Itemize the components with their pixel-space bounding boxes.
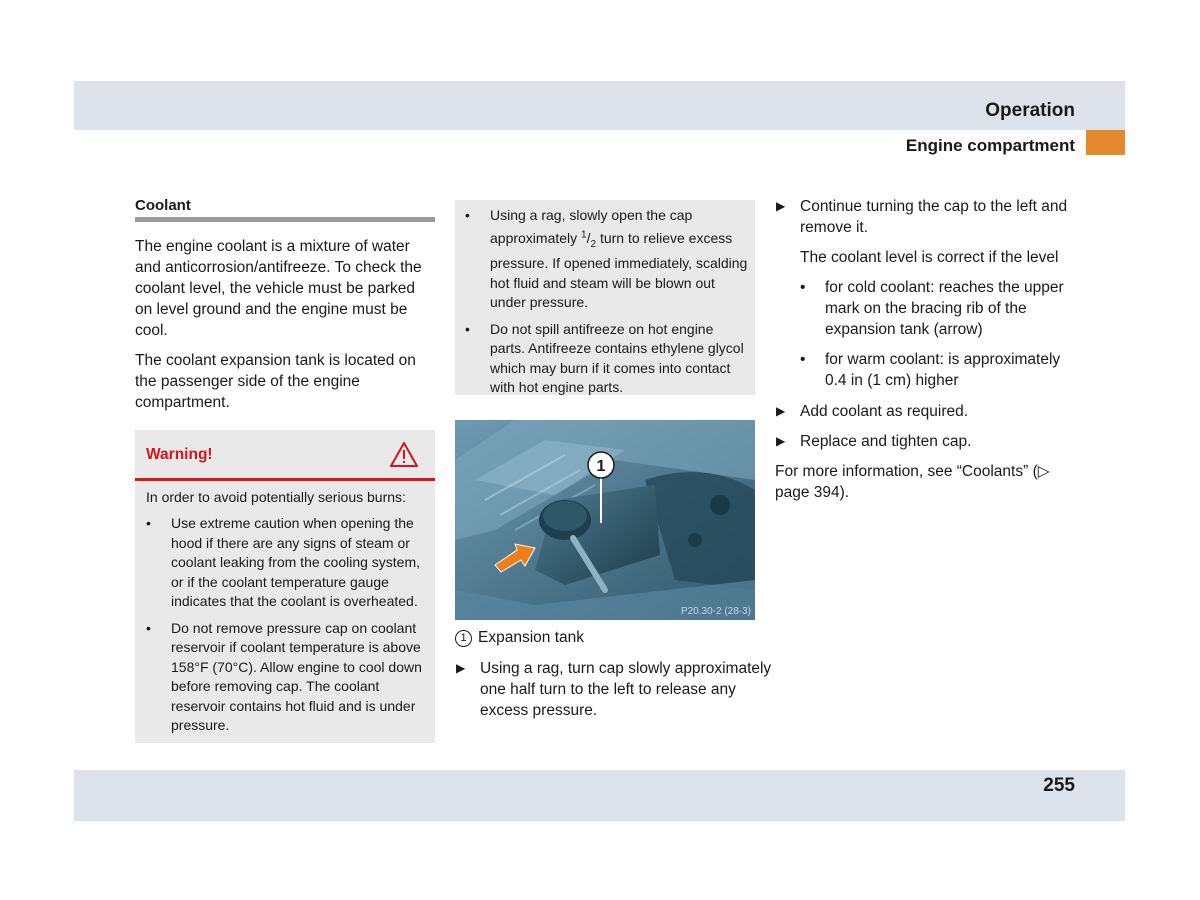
level-item-text: for cold coolant: reaches the upper mark on the bracing rib of the expansion tank (arrow) [825, 279, 1064, 338]
warning-title: Warning! [146, 446, 213, 463]
header-band [74, 81, 1125, 130]
instruction-step [775, 431, 1100, 452]
tank-location-paragraph: The coolant expansion tank is located on the passenger side of the engine compartment. [135, 352, 416, 411]
bullet-icon: • [800, 351, 806, 368]
bullet-icon: • [800, 279, 806, 296]
subsection-title: Engine compartment [905, 136, 1075, 155]
warning-box [135, 430, 435, 743]
bullet-icon: • [146, 515, 151, 531]
step-text: Continue turning the cap to the left and remove it. [800, 198, 1068, 236]
bullet-icon: • [465, 207, 470, 223]
page-number: 255 [1043, 775, 1075, 796]
expansion-tank-photo [455, 420, 755, 620]
warning-rule [135, 478, 435, 481]
callout-number: 1 [596, 458, 606, 475]
warning-item-text: Use extreme caution when opening the hood if there are any signs of steam or coolant leaking from the cooling system, or if the coolant temperature gauge indicates that the coolant is overheated. [171, 515, 421, 609]
list-item [146, 514, 429, 612]
instruction-step [775, 196, 1100, 238]
engine-compartment-illustration [455, 420, 755, 620]
bullet-icon: • [465, 320, 470, 337]
caution-item-text: Using a rag, slowly open the cap approximately $^1/_2$ turn to relieve excess pressure. If opened immediately, scalding hot fluid and steam will be blown out under pressure. [490, 207, 748, 311]
list-item [800, 349, 1075, 391]
level-list [800, 277, 1075, 400]
photo-code: P20.30-2 (28-3) [680, 606, 751, 617]
step-text: Using a rag, turn cap slowly approximately one half turn to the left to release any excess pressure. [480, 660, 772, 719]
instruction-step [775, 401, 1100, 422]
warning-triangle-icon [389, 441, 419, 468]
coolant-intro-paragraph: The engine coolant is a mixture of water and anticorrosion/antifreeze. To check the coolant level, the vehicle must be parked on level ground and the engine must be cool. [135, 238, 422, 339]
caution-list [465, 206, 750, 405]
list-item [146, 619, 429, 736]
list-item [800, 277, 1075, 340]
heading-rule [135, 217, 435, 222]
caution-item-text: Do not spill antifreeze on hot engine parts. Antifreeze contains ethylene glycol which may burn if it comes into contact with hot engine parts. [490, 320, 744, 396]
bullet-icon: • [146, 619, 151, 636]
section-title: Operation [985, 100, 1075, 121]
caption-label: Expansion tank [478, 629, 584, 646]
coolant-heading: Coolant [135, 197, 191, 214]
level-intro-text: The coolant level is correct if the level [800, 249, 1059, 266]
section-tab-marker [1086, 130, 1125, 155]
footer-band [74, 770, 1125, 821]
warning-lead-text: In order to avoid potentially serious burns: [146, 489, 406, 505]
list-item [465, 206, 750, 313]
instruction-step [455, 658, 780, 721]
warning-item-text: Do not remove pressure cap on coolant reservoir if coolant temperature is above 158°F (70°C). Allow engine to cool down before removing cap. The coolant reservoir contains hot fluid and is under pressure. [171, 619, 422, 733]
level-item-text: for warm coolant: is approximately 0.4 in (1 cm) higher [825, 351, 1061, 389]
callout-number-icon: 1 [455, 630, 472, 647]
more-info-reference[interactable]: For more information, see “Coolants” (▷ page 394). [775, 463, 1050, 501]
list-item [465, 320, 750, 398]
step-arrow-icon: ▶ [776, 404, 786, 418]
caution-box [455, 200, 755, 395]
step-arrow-icon: ▶ [776, 434, 786, 448]
step-arrow-icon: ▶ [776, 199, 786, 213]
step-text: Replace and tighten cap. [800, 433, 972, 450]
step-text: Add coolant as required. [800, 403, 969, 420]
step-arrow-icon: ▶ [456, 661, 466, 675]
warning-list [146, 514, 429, 743]
photo-caption [455, 627, 755, 648]
